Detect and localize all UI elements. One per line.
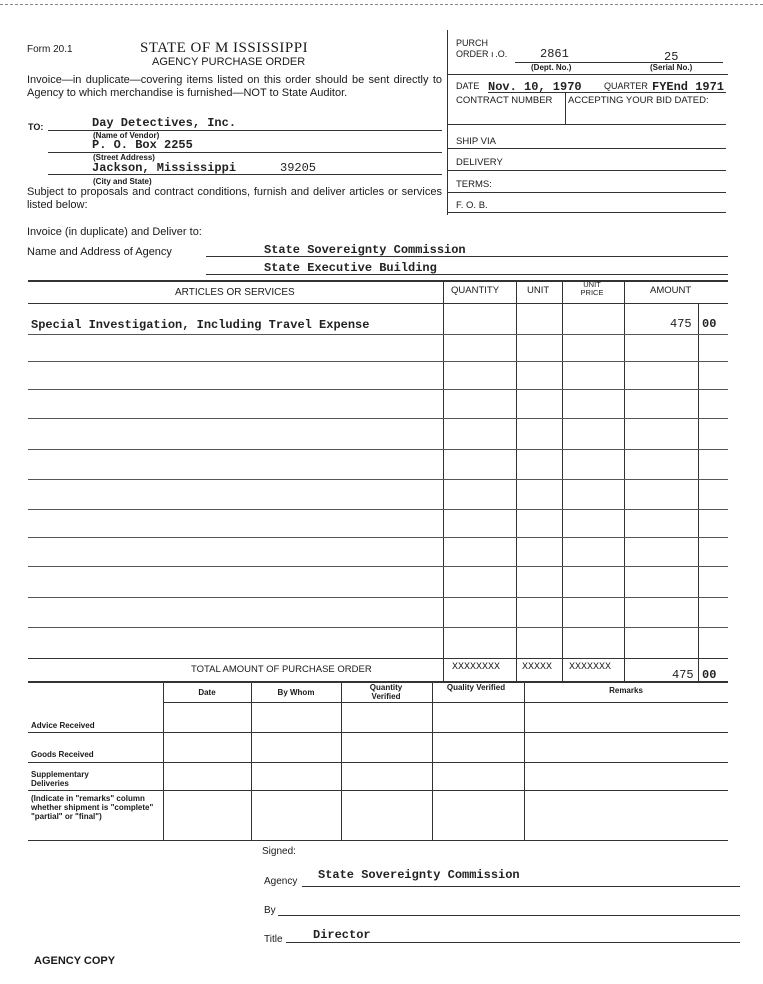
accepting-bid-label: ACCEPTING YOUR BID DATED:: [568, 95, 709, 106]
form-subtitle: AGENCY PURCHASE ORDER: [152, 56, 306, 68]
purch-order-label: PURCH ORDER ı .O.: [456, 38, 508, 59]
item-description: Special Investigation, Including Travel Expense: [31, 318, 370, 332]
receipt-col-date: Date: [198, 688, 216, 697]
dept-label: (Dept. No.): [531, 63, 572, 72]
total-dollars: 475: [672, 668, 694, 682]
receipt-row-indicate: (Indicate in "remarks" column whether shipment is "complete" "partial" or "final"): [31, 794, 154, 821]
item-rule-line: [28, 566, 728, 567]
agency-copy-label: AGENCY COPY: [34, 955, 116, 967]
col-amount: AMOUNT: [650, 285, 692, 296]
receipt-col-quantity-verified: Quantity Verified: [369, 683, 403, 701]
item-rule-line: [28, 597, 728, 598]
receipt-col-quality-verified: Quality Verified: [446, 683, 506, 692]
item-amount-dollars: 475: [670, 317, 692, 331]
form-number: Form 20.1: [27, 44, 73, 55]
vendor-city-label: (City and State): [93, 177, 152, 186]
state-title: STATE OF M ISSISSIPPI: [140, 40, 309, 56]
vendor-zip: 39205: [280, 161, 317, 175]
item-rule-line: [28, 418, 728, 419]
serial-number: 25: [664, 50, 679, 64]
agency-signed: State Sovereignty Commission: [318, 868, 520, 882]
serial-label: (Serial No.): [650, 63, 693, 72]
ship-via-label: SHIP VIA: [456, 136, 496, 147]
total-cents: 00: [702, 668, 717, 682]
item-rule-line: [28, 509, 728, 510]
col-articles: ARTICLES OR SERVICES: [175, 287, 295, 298]
col-quantity: QUANTITY: [451, 285, 500, 296]
agency-address-label: Name and Address of Agency: [27, 246, 172, 258]
order-date: Nov. 10, 1970: [488, 80, 582, 94]
item-rule-line: [28, 334, 728, 335]
vendor-name: Day Detectives, Inc.: [92, 116, 237, 130]
receipt-row-advice: Advice Received: [31, 721, 95, 730]
vendor-name-label: (Name of Vendor): [93, 131, 160, 140]
signed-label: Signed:: [262, 846, 296, 857]
total-unit-x: XXXXX: [522, 662, 553, 673]
item-rule-line: [28, 389, 728, 390]
dept-number: 2861: [540, 47, 569, 61]
item-rule-line: [28, 479, 728, 480]
vendor-street: P. O. Box 2255: [92, 138, 193, 152]
item-rule-line: [28, 627, 728, 628]
vendor-city: Jackson, Mississippi: [92, 161, 237, 175]
agency-name: State Sovereignty Commission: [264, 243, 466, 257]
item-amount-cents: 00: [702, 317, 717, 331]
receipt-row-supplementary: Supplementary Deliveries: [31, 770, 89, 788]
item-rule-line: [28, 449, 728, 450]
col-unit-price: UNIT PRICE: [580, 280, 604, 297]
terms-label: TERMS:: [456, 179, 492, 190]
title-label: Title: [264, 934, 283, 945]
quarter-value: FYEnd 1971: [652, 80, 725, 94]
by-label: By: [264, 905, 276, 916]
invoice-deliver-label: Invoice (in duplicate) and Deliver to:: [27, 226, 202, 238]
quarter-label: QUARTER: [604, 81, 648, 91]
date-label: DATE: [456, 81, 480, 91]
col-unit: UNIT: [527, 285, 550, 296]
fob-label: F. O. B.: [456, 200, 488, 211]
agency-label: Agency: [264, 876, 298, 887]
item-rule-line: [28, 537, 728, 538]
receipt-col-remarks: Remarks: [609, 686, 643, 695]
delivery-label: DELIVERY: [456, 157, 503, 168]
receipt-col-by-whom: By Whom: [277, 688, 315, 697]
total-price-x: XXXXXXX: [569, 662, 612, 673]
vendor-street-label: (Street Address): [93, 153, 155, 162]
subject-text: Subject to proposals and contract conditions, furnish and deliver articles or services listed below:: [27, 186, 442, 211]
item-rule-line: [28, 361, 728, 362]
total-label: TOTAL AMOUNT OF PURCHASE ORDER: [191, 664, 372, 675]
agency-building: State Executive Building: [264, 261, 437, 275]
to-label: TO:: [28, 122, 44, 132]
title-value: Director: [313, 928, 371, 942]
instructions: Invoice—in duplicate—covering items listed on this order should be sent directly to Agency to which merchandise is furnished—NOT to State Auditor.: [27, 74, 442, 99]
receipt-row-goods: Goods Received: [31, 750, 94, 759]
top-edge-dash: [0, 4, 763, 5]
contract-number-label: CONTRACT NUMBER: [456, 95, 553, 106]
total-qty-x: XXXXXXXX: [452, 662, 501, 673]
